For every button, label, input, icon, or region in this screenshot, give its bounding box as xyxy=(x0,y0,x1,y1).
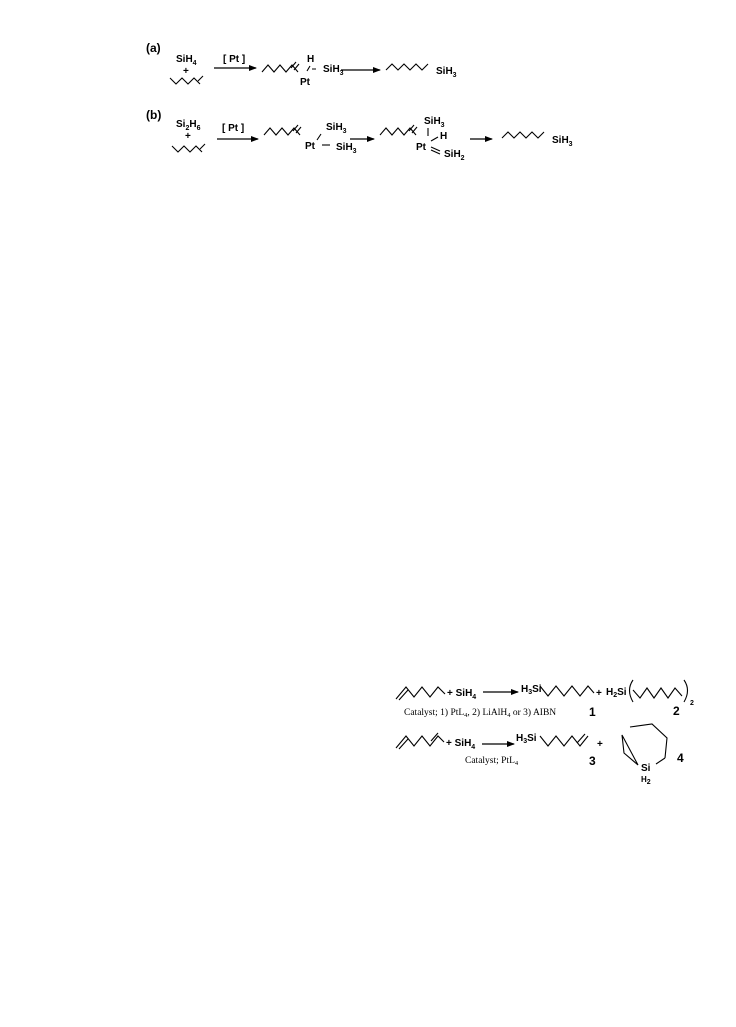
scheme-b-int1-silyl-right: SiH$_3$ xyxy=(336,142,357,155)
reaction-2-hexadiene-double-bond-1 xyxy=(399,739,408,749)
reaction-1-product-1-chain xyxy=(540,686,594,696)
reaction-1-hexene xyxy=(396,687,445,699)
compound-4-si: Si xyxy=(641,763,651,774)
compound-4-ring-close-right xyxy=(656,758,665,764)
reaction-2-plus: + xyxy=(597,739,603,750)
reaction-1-reagent: + SiH$_4$ xyxy=(447,688,477,701)
scheme-a-plus: + xyxy=(183,66,189,77)
scheme-b-plus: + xyxy=(185,131,191,142)
reaction-2-product-3-silyl: $H_3Si$ xyxy=(516,733,537,745)
compound-2-label: 2 xyxy=(673,704,680,718)
scheme-a xyxy=(146,41,457,88)
scheme-b-int1-silyl-top: SiH$_3$ xyxy=(326,122,347,135)
scheme-a-product-chain xyxy=(386,64,428,70)
scheme-b-int2-pi-mark xyxy=(409,125,417,133)
scheme-a-intermediate-silyl: SiH$_3$ xyxy=(323,64,344,77)
scheme-a-product-silyl: SiH$_3$ xyxy=(436,66,457,79)
reaction-2-product-3-chain xyxy=(540,736,588,746)
compound-3-label: 3 xyxy=(589,754,596,768)
scheme-b-label: (b) xyxy=(146,108,162,122)
scheme-b-int1-bond-top xyxy=(317,134,321,140)
scheme-a-hexene xyxy=(170,78,200,84)
compound-4-h2: H2 xyxy=(641,775,651,786)
scheme-a-catalyst: [ Pt ] xyxy=(223,54,246,65)
reaction-1-product-2-bracket-left xyxy=(630,680,634,702)
scheme-b-int2-h: H xyxy=(440,131,448,142)
scheme-a-silane: SiH$_4$ xyxy=(176,54,197,67)
scheme-b-disilane: $Si_2H_6$ xyxy=(176,119,201,132)
scheme-b-int2-pt: Pt xyxy=(416,142,426,153)
reaction-1-hexene-double-bond xyxy=(399,690,408,700)
reaction-1-conditions: Catalyst; 1) PtL$_4$, 2) LiAlH$_4$ or 3) AIBN xyxy=(404,708,557,719)
reaction-1-plus: + xyxy=(596,688,602,699)
reaction-2-hexadiene xyxy=(396,736,444,748)
reaction-1-product-2-silyl: $H_2Si$ xyxy=(606,687,627,699)
scheme-b-int2-bond-h xyxy=(431,137,438,141)
scheme-a-label: (a) xyxy=(146,41,161,55)
reaction-1-product-2-chain xyxy=(633,688,682,698)
scheme-a-intermediate-pt: Pt xyxy=(300,77,310,88)
reaction-2-conditions: Catalyst; PtL$_4$ xyxy=(465,756,519,767)
scheme-b xyxy=(146,108,573,162)
scheme-b-int1-pt: Pt xyxy=(305,141,315,152)
reaction-2 xyxy=(396,724,684,786)
reaction-2-reagent: + SiH$_4$ xyxy=(446,738,476,751)
compound-1-label: 1 xyxy=(589,705,596,719)
scheme-b-catalyst: [ Pt ] xyxy=(222,123,245,134)
scheme-b-hexene-double-bond xyxy=(200,144,205,149)
scheme-b-int2-double-bond xyxy=(431,147,440,154)
scheme-a-intermediate-h: H xyxy=(307,54,315,65)
scheme-b-product-chain xyxy=(502,132,544,138)
reaction-1-product-2-bracket-right xyxy=(684,680,688,702)
scheme-b-int2-silylene: SiH$_2$ xyxy=(444,149,465,162)
scheme-a-hexene-double-bond xyxy=(198,76,203,81)
scheme-b-int2-silyl-top: SiH$_3$ xyxy=(424,116,445,129)
scheme-a-pi-complex-mark xyxy=(291,62,299,70)
scheme-b-int1-pi-mark xyxy=(293,125,301,133)
compound-4-ring xyxy=(622,724,667,765)
compound-4-label: 4 xyxy=(677,751,684,765)
scheme-a-h-bond xyxy=(307,66,316,71)
scheme-b-product-silyl: SiH$_3$ xyxy=(552,135,573,148)
reaction-1-product-2-multiplier: 2 xyxy=(690,700,694,707)
scheme-b-hexene xyxy=(172,146,202,152)
reaction-1-product-1-silyl: $H_3Si$ xyxy=(521,684,542,696)
reaction-1 xyxy=(396,680,694,719)
